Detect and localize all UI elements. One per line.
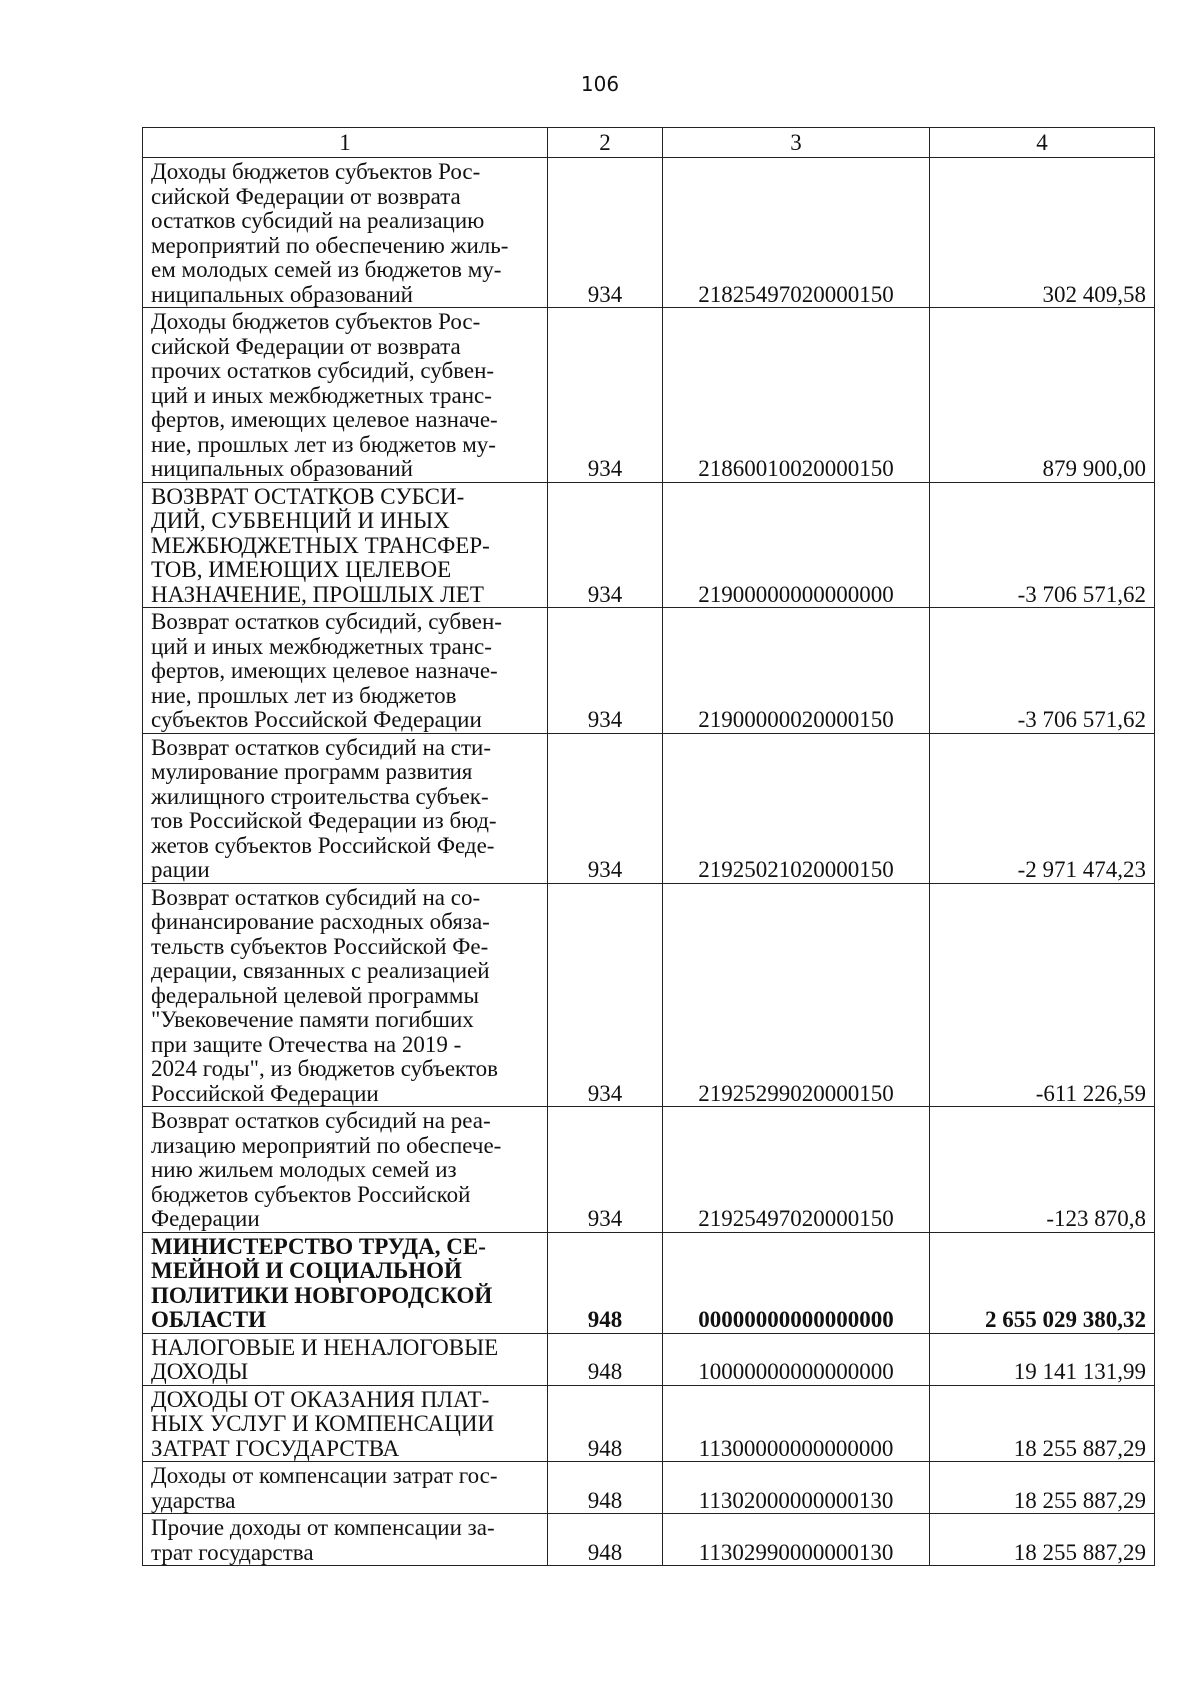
- row-name-line: ем молодых семей из бюджетов му-: [151, 257, 502, 282]
- row-name-line: фертов, имеющих целевое назначе-: [151, 658, 498, 683]
- row-name-line: НАЗНАЧЕНИЕ, ПРОШЛЫХ ЛЕТ: [151, 581, 484, 607]
- row-amount: 18 255 887,29: [930, 1462, 1155, 1514]
- row-name-line: сийской Федерации от возврата: [151, 183, 461, 209]
- row-budget-code: 21925021020000150: [663, 733, 930, 883]
- row-name-line: тельств субъектов Российской Фе-: [151, 933, 489, 959]
- row-name: [143, 1107, 548, 1233]
- row-amount: 2 655 029 380,32: [930, 1232, 1155, 1333]
- row-name-line: тов Российской Федерации из бюд-: [151, 808, 497, 833]
- row-name-line: 2024 годы", из бюджетов субъектов: [151, 1056, 499, 1081]
- row-amount: -2 971 474,23: [930, 733, 1155, 883]
- row-name-line: бюджетов субъектов Российской: [151, 1181, 471, 1207]
- row-name-line: при защите Отечества на 2019 -: [151, 1031, 462, 1057]
- row-budget-code: 21900000000000000: [663, 482, 930, 608]
- row-admin-code: 948: [548, 1333, 663, 1385]
- row-name: [143, 1514, 548, 1566]
- row-name-line: ние, прошлых лет из бюджетов: [151, 682, 457, 708]
- row-name-line: НАЛОГОВЫЕ И НЕНАЛОГОВЫЕ: [151, 1334, 499, 1360]
- row-name-line: Прочие доходы от компенсации за-: [151, 1515, 495, 1540]
- row-name: [143, 1333, 548, 1385]
- row-name-line: трат государства: [151, 1539, 314, 1565]
- row-name-line: ДОХОДЫ ОТ ОКАЗАНИЯ ПЛАТ-: [151, 1386, 490, 1412]
- row-name-line: ЗАТРАТ ГОСУДАРСТВА: [151, 1435, 400, 1461]
- row-name-line: НЫХ УСЛУГ И КОМПЕНСАЦИИ: [151, 1411, 495, 1436]
- row-amount: 18 255 887,29: [930, 1514, 1155, 1566]
- row-name-line: прочих остатков субсидий, субвен-: [151, 358, 495, 383]
- table-row: [143, 1385, 1155, 1462]
- row-name-line: финансирование расходных обяза-: [151, 909, 490, 934]
- row-name-line: нию жильем молодых семей из: [151, 1157, 457, 1182]
- row-admin-code: 934: [548, 308, 663, 483]
- row-name-line: мулирование программ развития: [151, 759, 473, 784]
- table-body: [143, 158, 1155, 1566]
- row-name-line: ций и иных межбюджетных транс-: [151, 633, 492, 659]
- row-name-line: ниципальных образований: [151, 281, 413, 307]
- row-name-line: ций и иных межбюджетных транс-: [151, 382, 492, 408]
- row-name-line: МИНИСТЕРСТВО ТРУДА, СЕ-: [151, 1233, 486, 1259]
- row-name-line: Возврат остатков субсидий на сти-: [151, 734, 491, 760]
- row-name: [143, 608, 548, 734]
- row-budget-code: 21925497020000150: [663, 1107, 930, 1233]
- row-amount: 18 255 887,29: [930, 1385, 1155, 1462]
- header-col-1: 1: [143, 128, 548, 158]
- row-name: [143, 308, 548, 483]
- row-name-line: ПОЛИТИКИ НОВГОРОДСКОЙ: [151, 1282, 493, 1308]
- page-number: 106: [580, 72, 620, 96]
- row-name: [143, 482, 548, 608]
- row-name-line: Федерации: [151, 1206, 260, 1231]
- row-admin-code: 934: [548, 733, 663, 883]
- row-name-line: жилищного строительства субъек-: [151, 783, 489, 809]
- row-name-line: жетов субъектов Российской Феде-: [151, 832, 495, 858]
- row-budget-code: 10000000000000000: [663, 1333, 930, 1385]
- row-admin-code: 948: [548, 1232, 663, 1333]
- row-amount: -123 870,8: [930, 1107, 1155, 1233]
- header-col-4: 4: [930, 128, 1155, 158]
- row-amount: 879 900,00: [930, 308, 1155, 483]
- row-name-line: "Увековечение памяти погибших: [151, 1007, 474, 1032]
- row-name-line: МЕЙНОЙ И СОЦИАЛЬНОЙ: [151, 1258, 462, 1283]
- table-row: [143, 883, 1155, 1107]
- row-name: [143, 883, 548, 1107]
- table-row: [143, 1107, 1155, 1233]
- row-admin-code: 948: [548, 1385, 663, 1462]
- row-name-line: остатков субсидий на реализацию: [151, 208, 485, 233]
- table-row: [143, 1333, 1155, 1385]
- row-name: [143, 1232, 548, 1333]
- table-row: [143, 308, 1155, 483]
- row-name-line: Доходы от компенсации затрат гос-: [151, 1463, 498, 1488]
- row-admin-code: 934: [548, 608, 663, 734]
- row-name-line: ВОЗВРАТ ОСТАТКОВ СУБСИ-: [151, 483, 465, 509]
- row-name-line: Российской Федерации: [151, 1080, 379, 1106]
- row-budget-code: 00000000000000000: [663, 1232, 930, 1333]
- row-name-line: Возврат остатков субсидий на реа-: [151, 1108, 491, 1133]
- row-name-line: лизацию мероприятий по обеспече-: [151, 1132, 502, 1158]
- row-name-line: Возврат остатков субсидий на со-: [151, 884, 481, 910]
- table-row: [143, 608, 1155, 734]
- table-row: [143, 1462, 1155, 1514]
- row-name-line: ударства: [151, 1487, 236, 1513]
- row-budget-code: 21925299020000150: [663, 883, 930, 1107]
- row-name-line: федеральной целевой программы: [151, 982, 479, 1008]
- row-budget-code: 21900000020000150: [663, 608, 930, 734]
- row-amount: 19 141 131,99: [930, 1333, 1155, 1385]
- row-name-line: ДИЙ, СУБВЕНЦИЙ И ИНЫХ: [151, 508, 450, 533]
- row-name-line: Возврат остатков субсидий, субвен-: [151, 609, 502, 634]
- row-name: [143, 1462, 548, 1514]
- row-amount: -611 226,59: [930, 883, 1155, 1107]
- row-name-line: субъектов Российской Федерации: [151, 707, 482, 732]
- row-name-line: ние, прошлых лет из бюджетов му-: [151, 431, 496, 457]
- row-name: [143, 733, 548, 883]
- row-admin-code: 934: [548, 1107, 663, 1233]
- row-name-line: ниципальных образований: [151, 456, 413, 481]
- header-col-2: 2: [548, 128, 663, 158]
- row-budget-code: 11302990000000130: [663, 1514, 930, 1566]
- table-row: [143, 733, 1155, 883]
- row-amount: -3 706 571,62: [930, 482, 1155, 608]
- row-name-line: МЕЖБЮДЖЕТНЫХ ТРАНСФЕР-: [151, 532, 490, 558]
- row-admin-code: 948: [548, 1514, 663, 1566]
- row-name-line: Доходы бюджетов субъектов Рос-: [151, 309, 481, 334]
- table-row: [143, 1232, 1155, 1333]
- row-name: [143, 158, 548, 308]
- table-row: [143, 482, 1155, 608]
- budget-revenue-table: [142, 127, 1155, 1566]
- row-budget-code: 11300000000000000: [663, 1385, 930, 1462]
- table-row: [143, 1514, 1155, 1566]
- row-amount: -3 706 571,62: [930, 608, 1155, 734]
- row-amount: 302 409,58: [930, 158, 1155, 308]
- row-name-line: ТОВ, ИМЕЮЩИХ ЦЕЛЕВОЕ: [151, 557, 452, 582]
- row-budget-code: 21860010020000150: [663, 308, 930, 483]
- row-budget-code: 11302000000000130: [663, 1462, 930, 1514]
- table-row: [143, 158, 1155, 308]
- row-name-line: рации: [151, 857, 210, 882]
- row-admin-code: 934: [548, 482, 663, 608]
- row-name-line: ОБЛАСТИ: [151, 1307, 266, 1332]
- row-admin-code: 934: [548, 883, 663, 1107]
- row-admin-code: 934: [548, 158, 663, 308]
- row-name-line: мероприятий по обеспечению жиль-: [151, 232, 509, 258]
- row-name-line: ДОХОДЫ: [151, 1359, 249, 1384]
- row-name-line: дерации, связанных с реализацией: [151, 958, 490, 983]
- header-row: [143, 128, 1155, 158]
- header-col-3: 3: [663, 128, 930, 158]
- row-name-line: Доходы бюджетов субъектов Рос-: [151, 159, 481, 184]
- row-budget-code: 21825497020000150: [663, 158, 930, 308]
- row-name: [143, 1385, 548, 1462]
- row-admin-code: 948: [548, 1462, 663, 1514]
- row-name-line: фертов, имеющих целевое назначе-: [151, 407, 498, 432]
- row-name-line: сийской Федерации от возврата: [151, 333, 461, 359]
